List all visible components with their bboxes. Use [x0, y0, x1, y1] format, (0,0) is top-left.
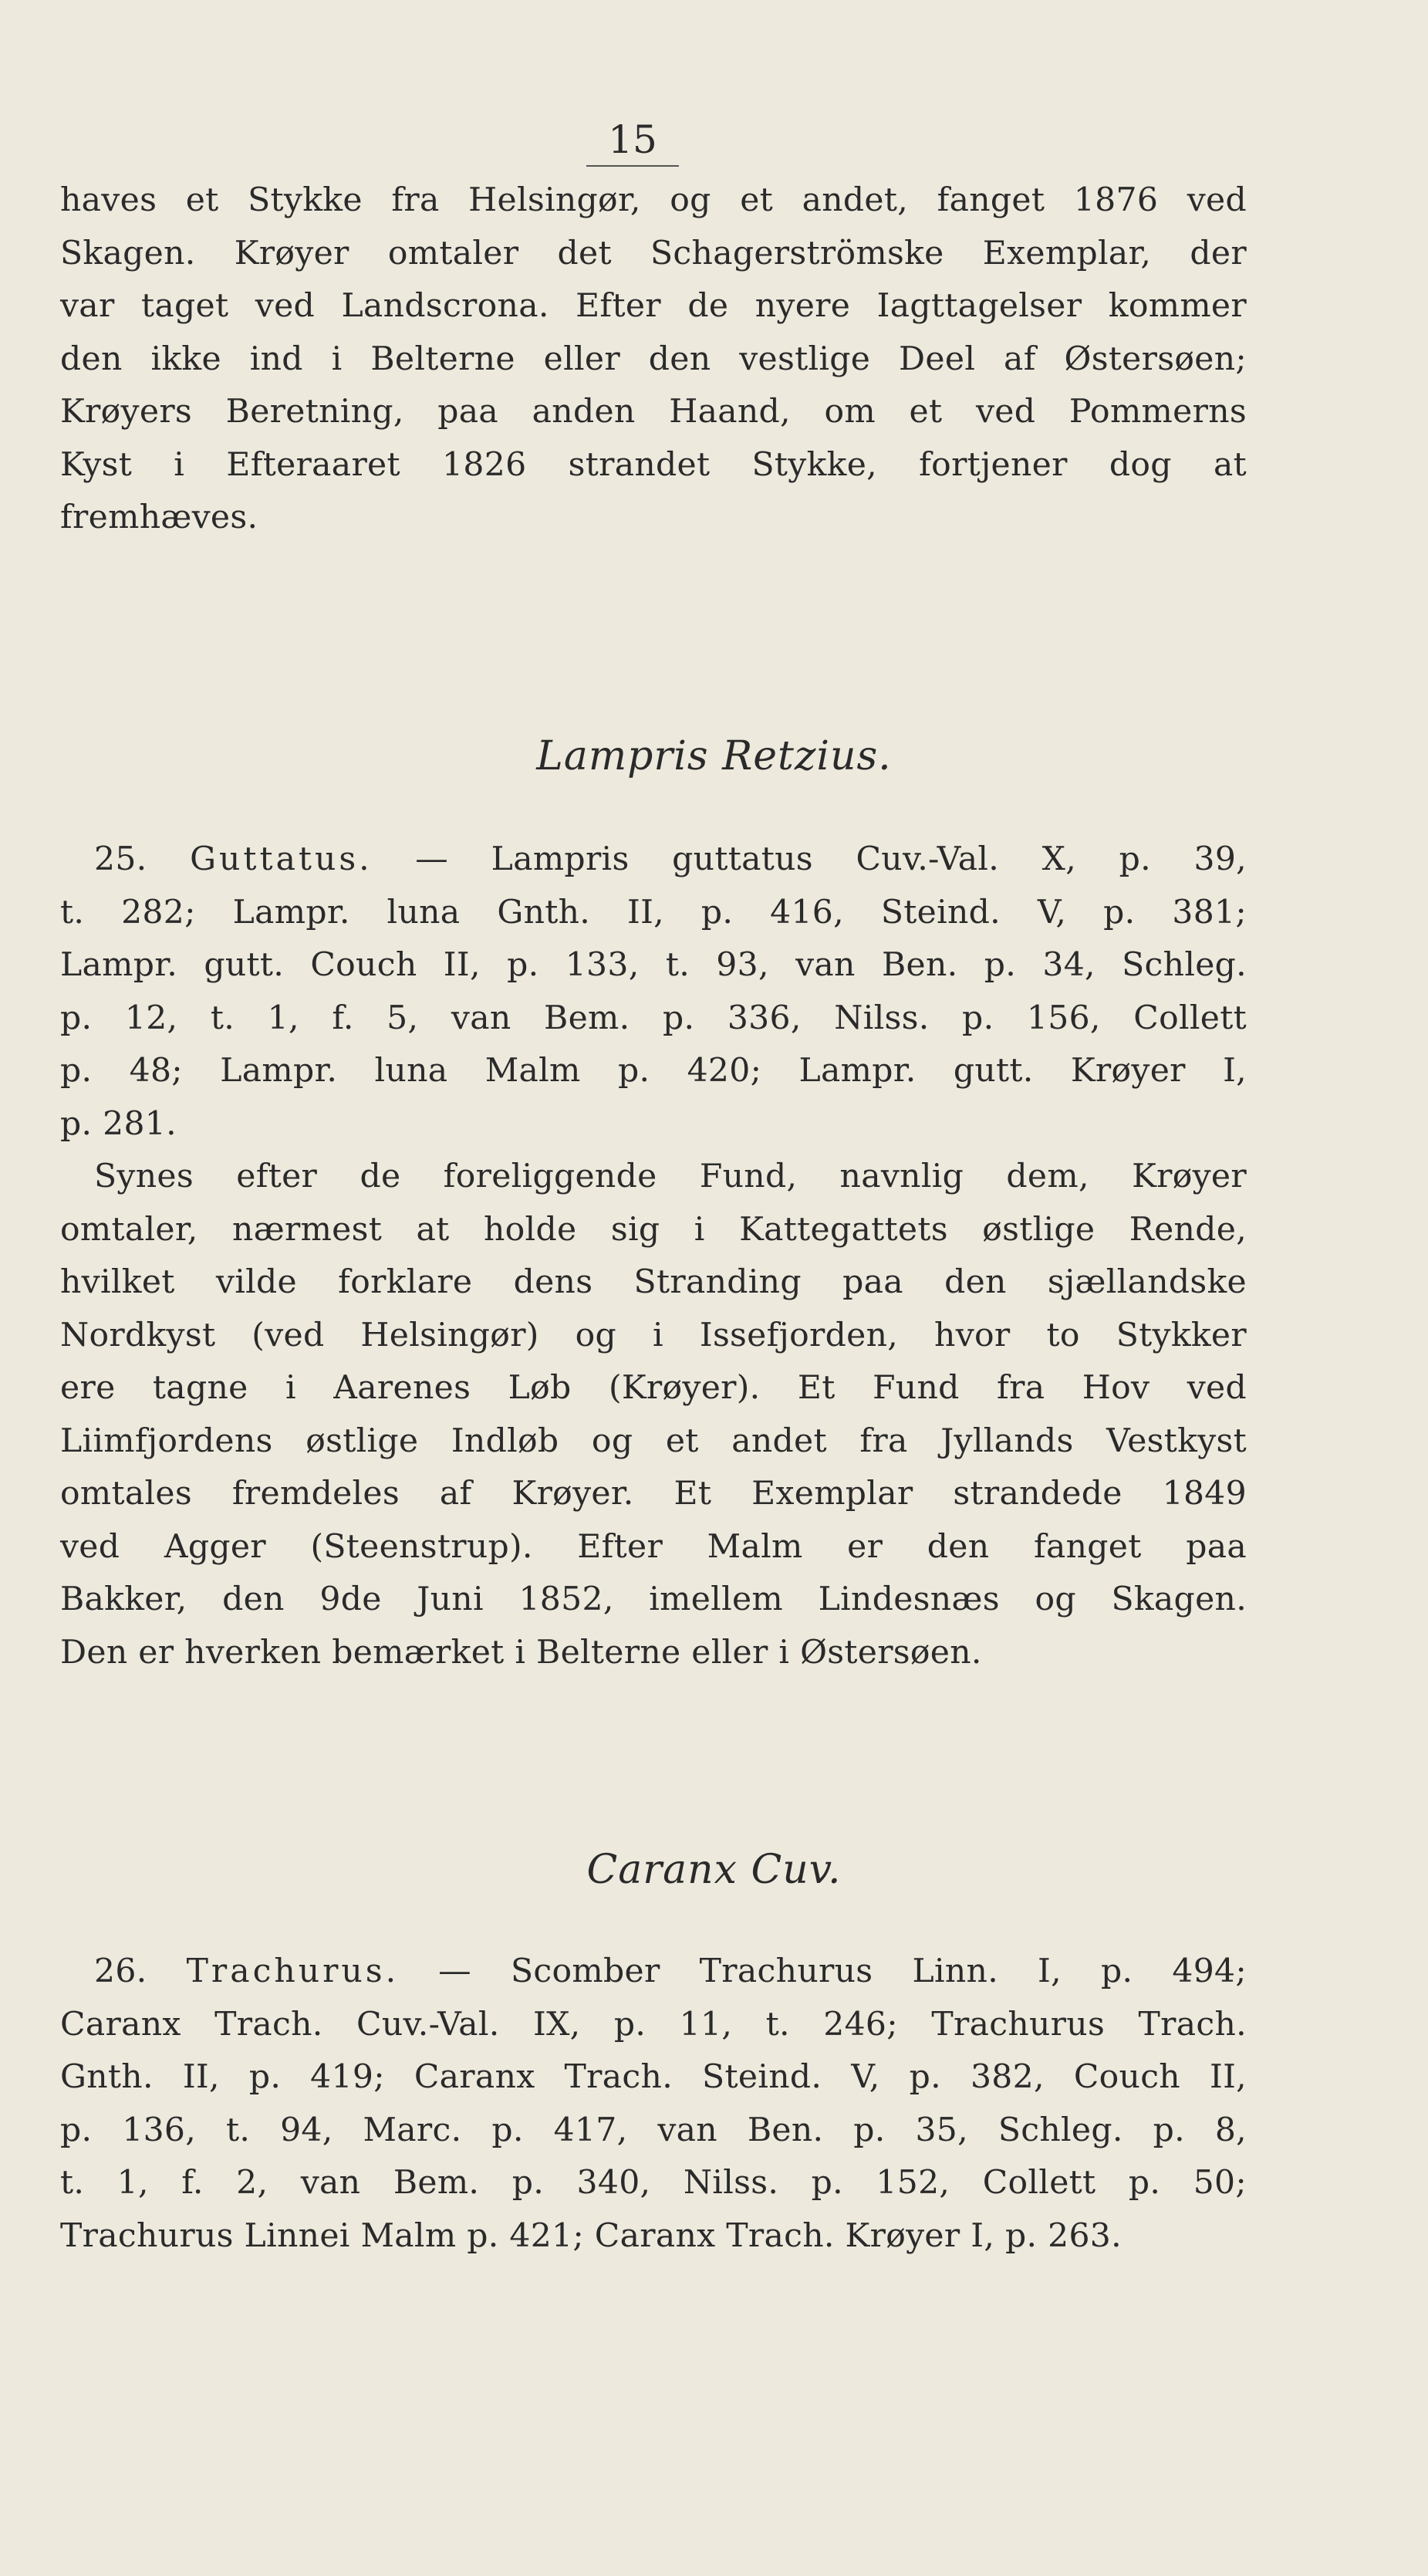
- entry-first-line: [60, 1946, 1247, 1999]
- synonymy-line: t. 282; Lampr. luna Gnth. II, p. 416, Steind. V, p. 381;: [60, 893, 1247, 931]
- entry-synonymy-start: — Lampris guttatus Cuv.-Val. X, p. 39,: [372, 840, 1247, 878]
- synonymy-line: Lampr. gutt. Couch II, p. 133, t. 93, van Ben. p. 34, Schleg.: [60, 946, 1247, 984]
- body-text-lampris: [60, 1151, 1247, 1679]
- entry-synonymy-start: — Scomber Trachurus Linn. I, p. 494;: [399, 1952, 1247, 1990]
- section-heading-caranx: Caranx Cuv.: [586, 1847, 842, 1893]
- entry-name: Trachurus.: [186, 1952, 400, 1990]
- intro-paragraph: [60, 174, 1247, 545]
- entry-number: 25.: [94, 840, 147, 878]
- text-line: Skagen. Krøyer omtaler det Schagerströmske Exemplar, der: [60, 234, 1247, 272]
- text-line: Den er hverken bemærket i Belterne eller i Østersøen.: [60, 1633, 982, 1672]
- text-line: ved Agger (Steenstrup). Efter Malm er den fanget paa: [60, 1527, 1247, 1566]
- text-line: Nordkyst (ved Helsingør) og i Issefjorden, hvor to Stykker: [60, 1316, 1247, 1354]
- synonymy-lampris: [60, 833, 1247, 1151]
- entry-first-line: [60, 833, 1247, 887]
- synonymy-line: p. 48; Lampr. luna Malm p. 420; Lampr. gutt. Krøyer I,: [60, 1052, 1247, 1090]
- synonymy-line: Caranx Trach. Cuv.-Val. IX, p. 11, t. 246; Trachurus Trach.: [60, 2005, 1247, 2044]
- page-number: 15: [586, 116, 679, 167]
- synonymy-line: t. 1, f. 2, van Bem. p. 340, Nilss. p. 152, Collett p. 50;: [60, 2164, 1247, 2202]
- text-line: Krøyers Beretning, paa anden Haand, om et ved Pommerns: [60, 393, 1247, 431]
- text-line: Bakker, den 9de Juni 1852, imellem Lindesnæs og Skagen.: [60, 1580, 1247, 1618]
- text-line: Liimfjordens østlige Indløb og et andet fra Jyllands Vestkyst: [60, 1422, 1247, 1460]
- section-heading-lampris: Lampris Retzius.: [536, 733, 892, 779]
- text-line: Synes efter de foreliggende Fund, navnlig dem, Krøyer: [94, 1158, 1247, 1195]
- text-line: fremhæves.: [60, 499, 258, 536]
- text-line: omtales fremdeles af Krøyer. Et Exemplar strandede 1849: [60, 1475, 1247, 1513]
- synonymy-line: Gnth. II, p. 419; Caranx Trach. Steind. V, p. 382, Couch II,: [60, 2058, 1247, 2096]
- text-line: var taget ved Landscrona. Efter de nyere Iagttagelser kommer: [60, 287, 1247, 325]
- text-line: omtaler, nærmest at holde sig i Kattegattets østlige Rende,: [60, 1210, 1247, 1249]
- synonymy-line: p. 12, t. 1, f. 5, van Bem. p. 336, Nilss. p. 156, Collett: [60, 999, 1247, 1037]
- text-line: Kyst i Efteraaret 1826 strandet Stykke, fortjener dog at: [60, 445, 1247, 484]
- synonymy-line: p. 281.: [60, 1104, 177, 1143]
- synonymy-line: Trachurus Linnei Malm p. 421; Caranx Trach. Krøyer I, p. 263.: [60, 2216, 1122, 2255]
- text-line: haves et Stykke fra Helsingør, og et andet, fanget 1876 ved: [60, 181, 1247, 219]
- entry-name: Guttatus.: [190, 840, 373, 878]
- synonymy-line: p. 136, t. 94, Marc. p. 417, van Ben. p. 35, Schleg. p. 8,: [60, 2111, 1247, 2149]
- entry-number: 26.: [94, 1952, 147, 1990]
- text-line: ere tagne i Aarenes Løb (Krøyer). Et Fund fra Hov ved: [60, 1369, 1247, 1407]
- synonymy-caranx: [60, 1946, 1247, 2263]
- text-line: den ikke ind i Belterne eller den vestlige Deel af Østersøen;: [60, 340, 1247, 378]
- text-line: hvilket vilde forklare dens Stranding paa den sjællandske: [60, 1263, 1247, 1301]
